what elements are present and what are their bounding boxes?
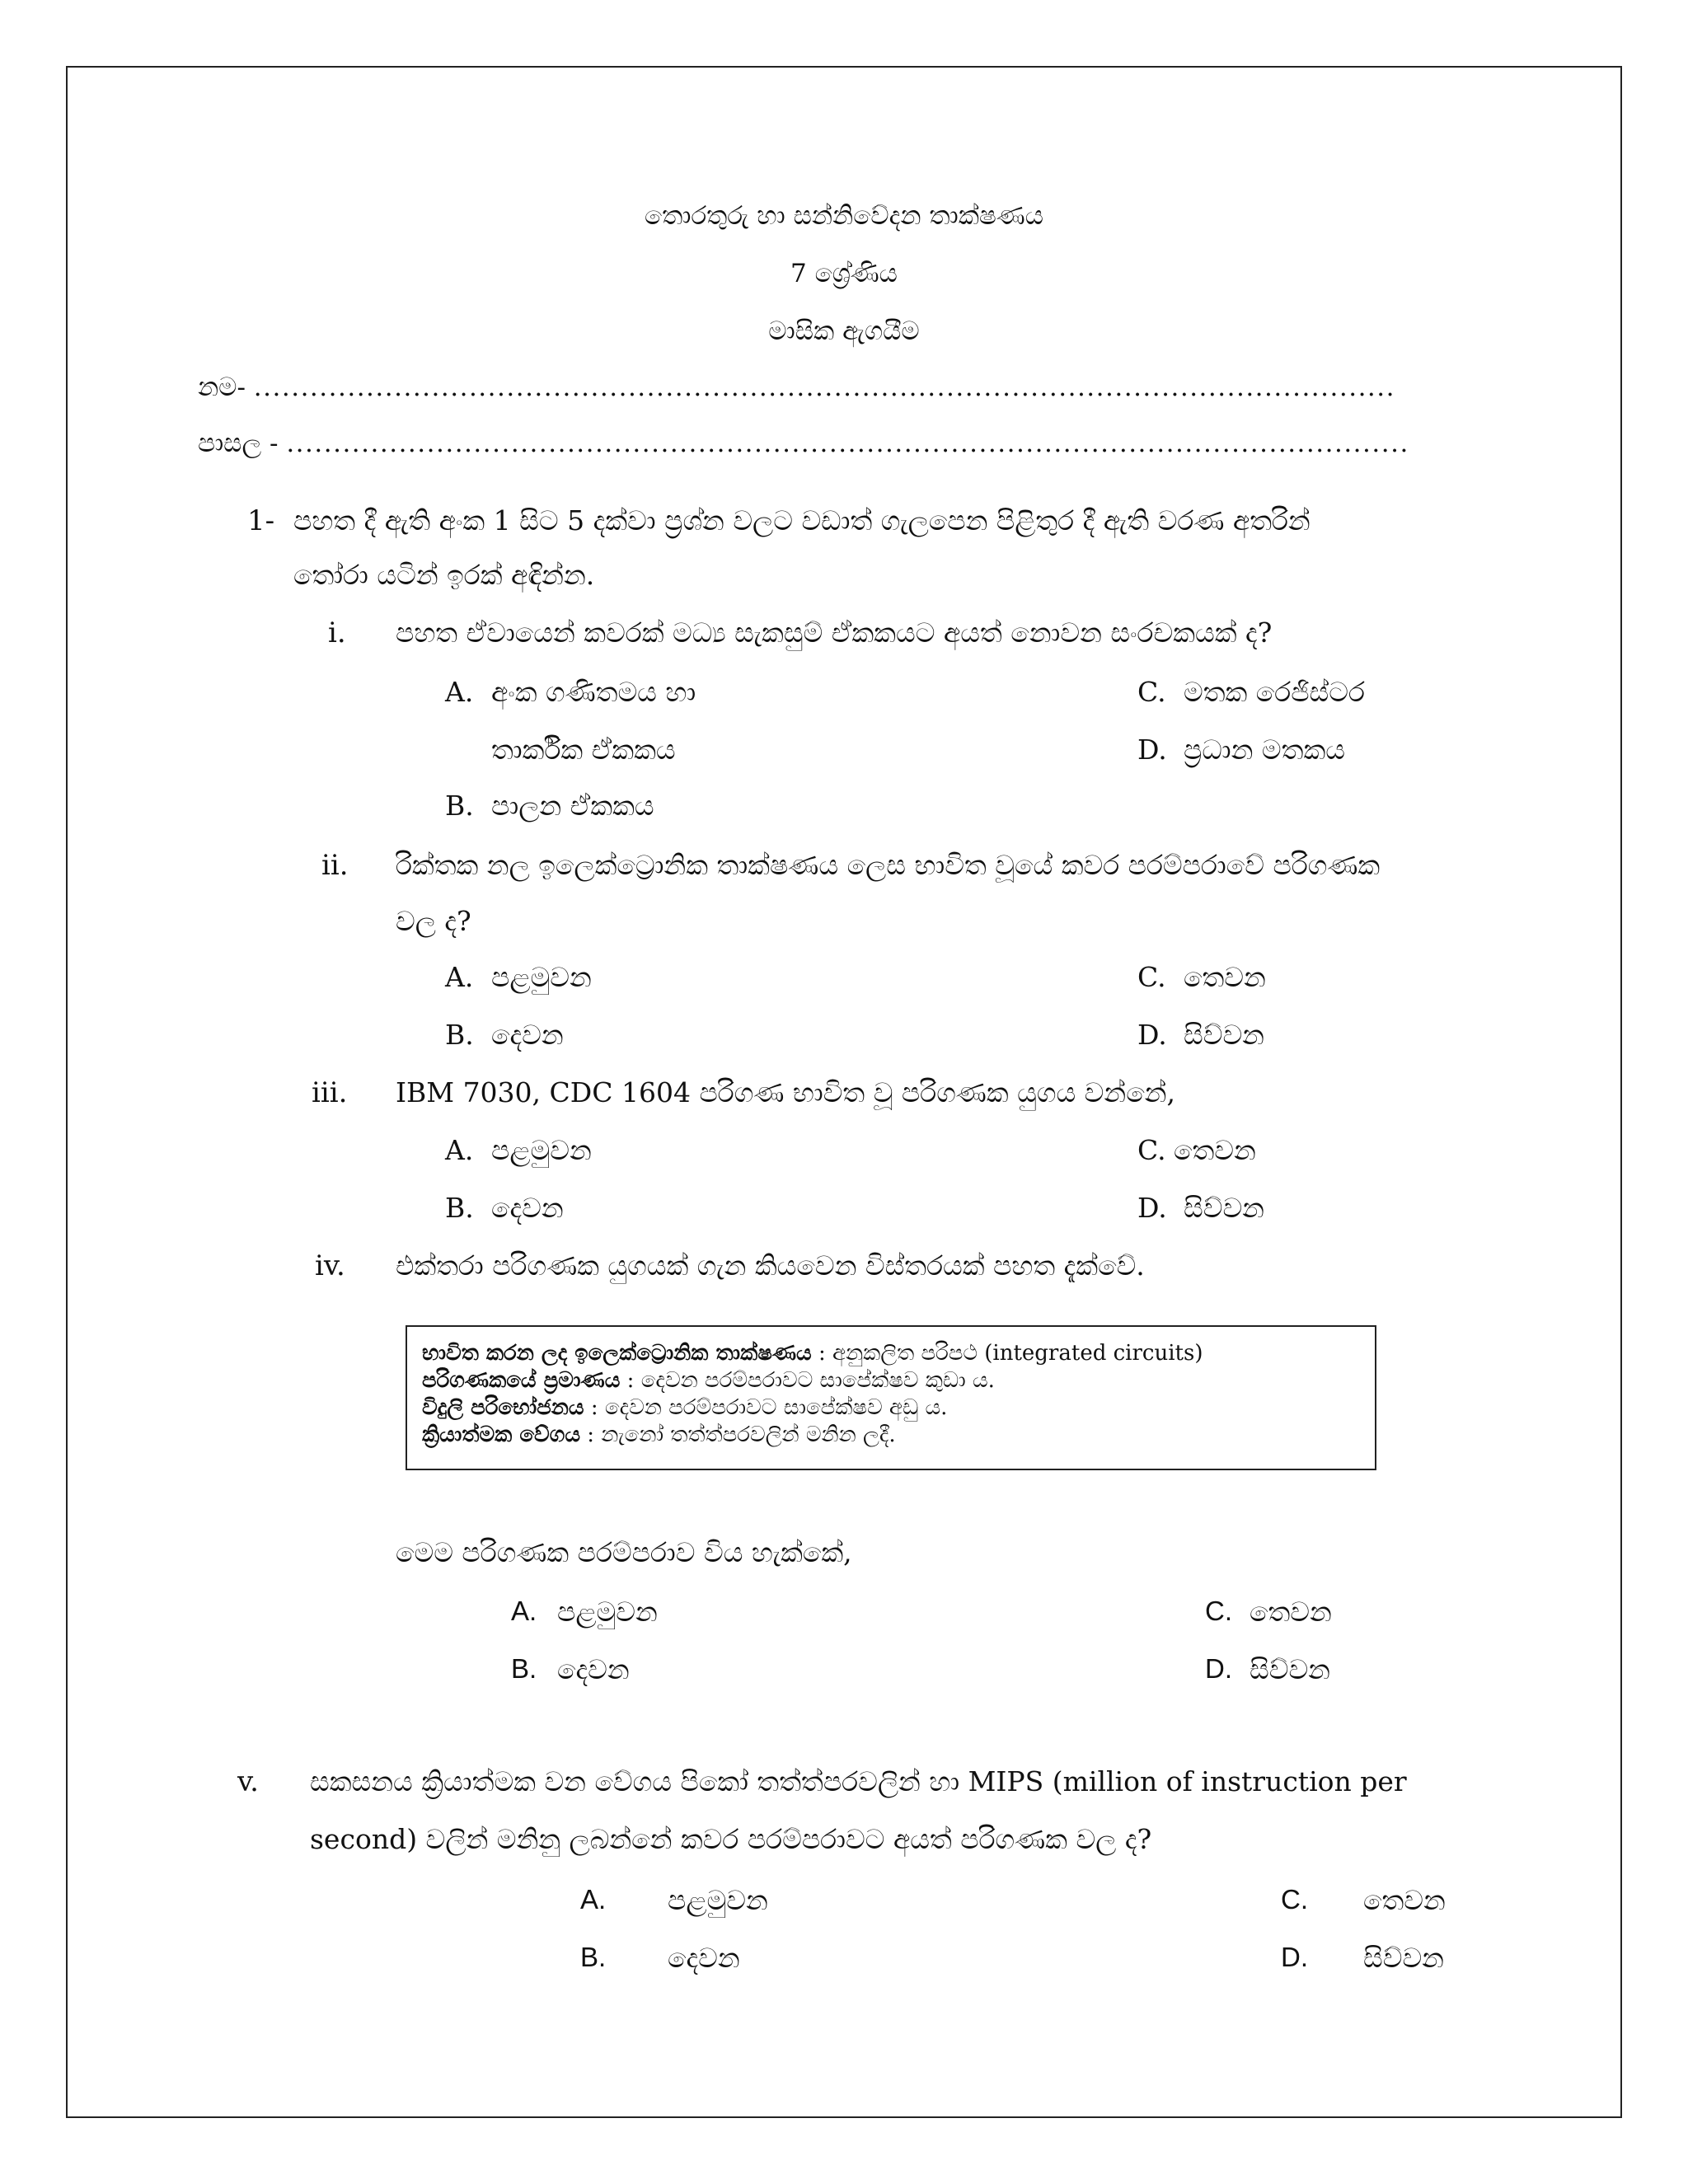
question-iii-text: IBM 7030, CDC 1604 පරිගණ භාවිත වූ පරිගණක යුගය වන්නේ, (396, 1076, 1175, 1108)
option-c-label: C. (1137, 961, 1166, 993)
option-b-text[interactable]: දෙවන (491, 1019, 564, 1051)
option-a-text[interactable]: පළමුවන (557, 1596, 658, 1628)
sub-question-number: v. (237, 1765, 259, 1798)
school-label: පාසල - (198, 429, 279, 458)
option-a-label: A. (445, 1134, 474, 1166)
instructions-line-2: තෝරා යටින් ඉරක් අඳින්න. (293, 559, 595, 591)
option-c-text[interactable]: තෙවන (1250, 1596, 1332, 1628)
sub-question-number: iv. (315, 1249, 345, 1282)
option-b-text[interactable]: පාලන ඒකකය (491, 790, 654, 822)
option-a-label: A. (445, 961, 474, 993)
option-c-text[interactable]: තෙවන (1174, 1134, 1256, 1166)
option-d-label: D. (1205, 1653, 1232, 1684)
sub-question-number: iii. (312, 1076, 348, 1109)
option-a-label: A. (580, 1884, 607, 1915)
option-d-text[interactable]: සිව්වන (1184, 1019, 1264, 1051)
option-d-text[interactable]: සිව්වන (1250, 1653, 1330, 1685)
option-c-text[interactable]: මතක රෙජිස්ටර (1184, 676, 1365, 708)
option-b-label: B. (580, 1942, 607, 1972)
option-c-label: C. (1137, 676, 1166, 708)
question-v-text-line-1: සකසනය ක්‍රියාත්මක වන වේගය පිකෝ තත්ත්පරවලින් හා MIPS (million of instruction per (310, 1765, 1407, 1797)
option-c-label: C. (1281, 1884, 1308, 1915)
option-b-text[interactable]: දෙවන (557, 1653, 630, 1685)
box-key: ක්‍රියාත්මක වේගය (422, 1422, 581, 1447)
box-line (422, 1340, 1360, 1367)
option-c-label: C. (1205, 1596, 1232, 1626)
option-a-text-cont[interactable]: තාර්කික ඒකකය (491, 733, 676, 766)
box-line (422, 1394, 1360, 1422)
option-a-text[interactable]: පළමුවන (668, 1884, 768, 1916)
name-field[interactable] (198, 373, 1395, 403)
question-ii-text-line-2: වල ද? (396, 905, 471, 937)
description-box (406, 1325, 1376, 1470)
box-key: විදුලි පරිභෝජනය (422, 1395, 584, 1420)
sub-question-number: i. (328, 616, 346, 649)
option-b-text[interactable]: දෙවන (668, 1942, 740, 1974)
option-b-label: B. (445, 1019, 474, 1051)
box-key: භාවිත කරන ලද ඉලෙක්ට්‍රොනික තාක්ෂණය (422, 1341, 812, 1366)
box-line (422, 1367, 1360, 1394)
option-b-label: B. (445, 1192, 474, 1224)
question-i-text: පහත ඒවායෙන් කවරක් මධ්‍ය සැකසුම් ඒකකයට අයත් නොවන සංරචකයක් ද? (396, 616, 1273, 649)
option-d-label: D. (1281, 1942, 1308, 1972)
option-d-text[interactable]: සිව්වන (1184, 1192, 1264, 1224)
option-d-text[interactable]: ප්‍රධාන මතකය (1184, 733, 1345, 766)
box-value: : දෙවන පරම්පරාවට සාපේක්ෂව අඩු ය. (584, 1395, 948, 1420)
grade-title: 7 ශ්‍රේණිය (790, 259, 898, 288)
option-d-label: D. (1137, 1192, 1167, 1224)
option-b-label: B. (445, 790, 474, 822)
question-iv-followup: මෙම පරිගණක පරම්පරාව විය හැක්කේ, (396, 1536, 852, 1568)
option-d-text[interactable]: සිව්වන (1363, 1942, 1444, 1974)
question-v-text-line-2: second) වලින් මනිනු ලබන්නේ කවර පරම්පරාවට අයත් පරිගණක වල ද? (310, 1823, 1152, 1855)
question-iv-text: එක්තරා පරිගණක යුගයක් ගැන කියවෙන විස්තරයක් පහත දැක්වේ. (396, 1249, 1145, 1282)
option-b-label: B. (511, 1653, 537, 1684)
option-c-label: C. (1137, 1134, 1166, 1166)
subject-title: තොරතුරු හා සන්නිවේදන තාක්ෂණය (644, 201, 1044, 231)
sub-question-number: ii. (321, 849, 349, 882)
box-value: : නැනෝ තත්ත්පරවලින් මනින ලදී. (580, 1422, 896, 1447)
option-a-text[interactable]: පළමුවන (491, 961, 592, 993)
name-label: නම- (198, 373, 246, 402)
option-d-label: D. (1137, 733, 1167, 766)
option-b-text[interactable]: දෙවන (491, 1192, 564, 1224)
question-number: 1- (247, 504, 275, 537)
question-ii-text-line-1: රික්තක නල ඉලෙක්ට්‍රොනික තාක්ෂණය ලෙස භාවිත වූයේ කවර පරම්පරාවේ පරිගණක (396, 849, 1381, 881)
box-value: : අනුකලිත පරිපථ (integrated circuits) (811, 1341, 1203, 1366)
school-field[interactable] (198, 429, 1409, 459)
option-a-text[interactable]: අංක ගණිතමය හා (491, 676, 696, 708)
test-title: මාසික ඇගයීම (768, 316, 920, 346)
instructions-line-1: පහත දී ඇති අංක 1 සිට 5 දක්වා ප්‍රශ්න වලට වඩාත් ගැලපෙන පිළිතුර දී ඇති වරණ අතරින් (293, 504, 1311, 537)
option-c-text[interactable]: තෙවන (1184, 961, 1266, 993)
box-line (422, 1422, 1360, 1449)
option-a-label: A. (445, 676, 474, 708)
option-a-label: A. (511, 1596, 537, 1626)
name-dots: .......................................................................................................................... (253, 373, 1395, 402)
box-key: පරිගණකයේ ප්‍රමාණය (422, 1368, 621, 1393)
box-value: : දෙවන පරම්පරාවට සාපේක්ෂව කුඩා ය. (620, 1368, 995, 1393)
option-a-text[interactable]: පළමුවන (491, 1134, 592, 1166)
option-d-label: D. (1137, 1019, 1167, 1051)
option-c-text[interactable]: තෙවන (1363, 1884, 1446, 1916)
school-dots: ........................................................................................................................ (286, 429, 1409, 458)
